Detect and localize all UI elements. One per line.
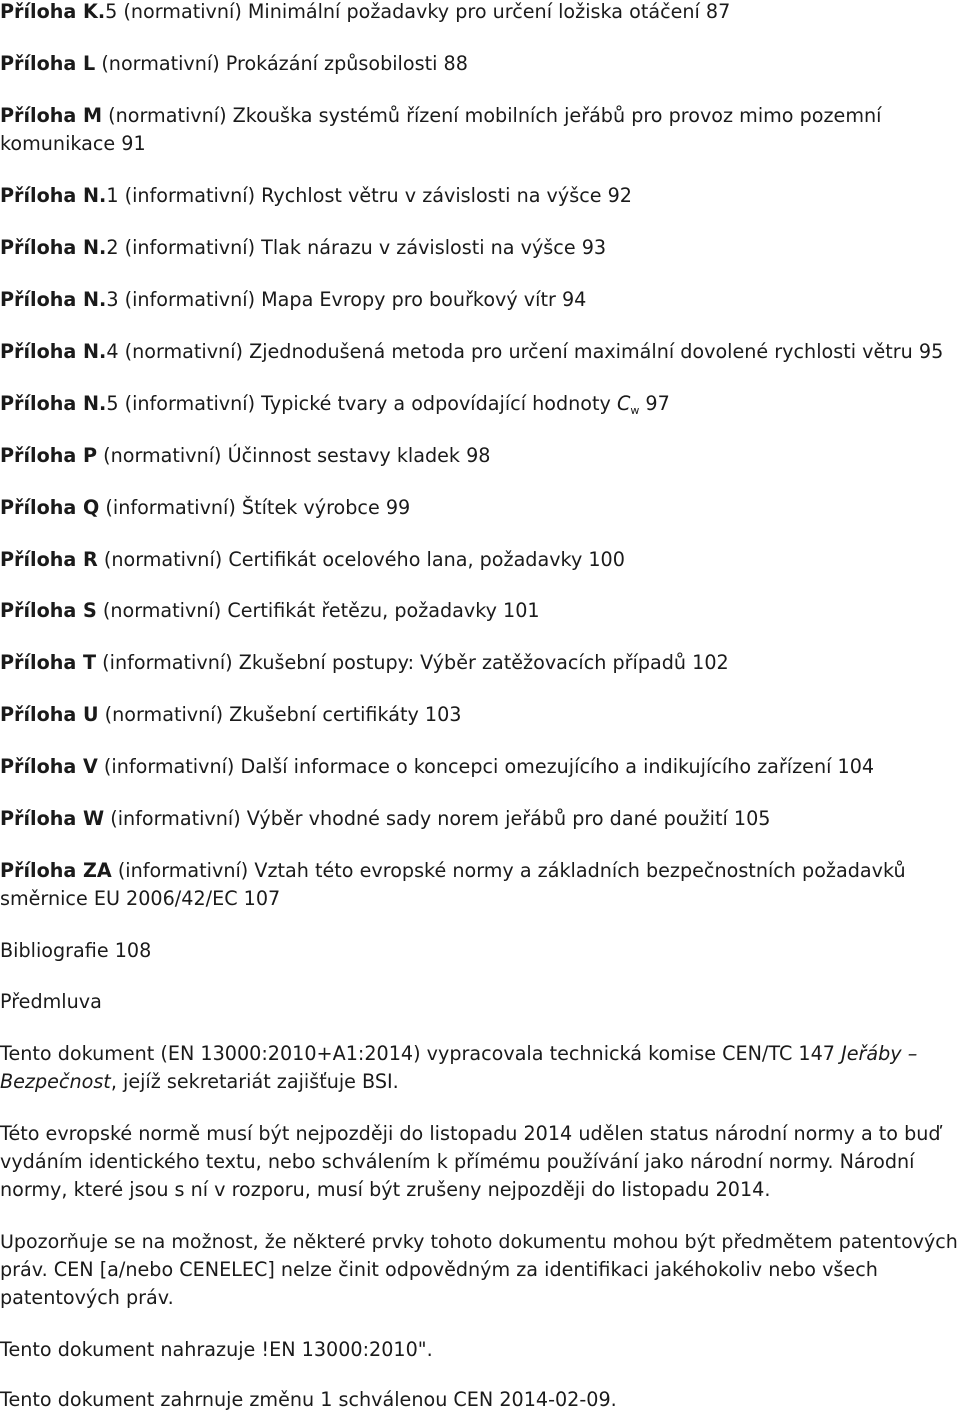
toc-entry-n5 [0,390,960,418]
annex-label: Příloha ZA [0,859,112,882]
toc-entry-m [0,102,960,130]
annex-title: 5 (normativní) Minimální požadavky pro určení ložiska otáčení 87 [105,0,731,23]
annex-label: Příloha L [0,52,96,75]
toc-entry-s [0,597,960,625]
paragraph-1-line-2 [0,1068,960,1096]
paragraph-1-line-1 [0,1040,960,1068]
annex-title: (informativní) Štítek výrobce 99 [99,496,411,519]
annex-title: 2 (informativní) Tlak nárazu v závislosti na výšce 93 [106,236,607,259]
toc-entry-r [0,546,960,574]
annex-title: (normativní) Prokázání způsobilosti 88 [95,52,468,75]
annex-label: Příloha M [0,104,103,127]
annex-label: Příloha P [0,444,98,467]
annex-label: Příloha U [0,703,99,726]
toc-entry-n4 [0,338,960,366]
annex-title: (normativní) Zkouška systémů řízení mobilních jeřábů pro provoz mimo pozemní [102,104,882,127]
annex-label: Příloha R [0,548,98,571]
paragraph-3-line-3: patentových práv. [0,1286,174,1309]
paragraph-2-line-3: normy, které jsou s ní v rozporu, musí být zrušeny nejpozději do listopadu 2014. [0,1178,771,1201]
foreword-heading-text: Předmluva [0,990,102,1013]
annex-title: (informativní) Další informace o koncepci omezujícího a indikujícího zařízení 104 [97,755,875,778]
toc-entry-n3 [0,286,960,314]
paragraph-3-line-2: práv. CEN [a/nebo CENELEC] nelze činit odpovědným za identifikaci jakéhokoliv nebo všech [0,1258,878,1281]
foreword-heading [0,988,960,1016]
annex-title-cont: směrnice EU 2006/42/EC 107 [0,887,281,910]
annex-label: Příloha W [0,807,105,830]
toc-entry-m-continuation [0,130,960,158]
annex-label: Příloha Q [0,496,100,519]
annex-label: Příloha N. [0,392,107,415]
p1-italic-title: Jeřáby – [841,1042,918,1065]
p1-italic-title-cont: Bezpečnost [0,1070,111,1093]
cw-symbol-letter: C [616,392,631,415]
annex-title: (normativní) Certifikát řetězu, požadavky 101 [96,599,540,622]
annex-title: 5 (informativní) Typické tvary a odpovídající hodnoty [106,392,617,415]
toc-entry-t [0,649,960,677]
cw-symbol [617,392,639,415]
paragraph-5: Tento dokument zahrnuje změnu 1 schválenou CEN 2014-02-09. [0,1388,617,1411]
toc-entry-u [0,701,960,729]
annex-label: Příloha N. [0,236,107,259]
cw-symbol-subscript: w [630,404,640,417]
p1-text-end: , jejíž sekretariát zajišťuje BSI. [110,1070,399,1093]
annex-page: 97 [639,392,670,415]
annex-label: Příloha N. [0,184,107,207]
toc-entry-l [0,50,960,78]
toc-entry-za [0,857,960,885]
annex-title: (normativní) Zkušební certifikáty 103 [98,703,462,726]
annex-title: (normativní) Certifikát ocelového lana, požadavky 100 [97,548,625,571]
toc-entry-za-continuation [0,885,960,913]
p1-text: Tento dokument (EN 13000:2010+A1:2014) vypracovala technická komise CEN/TC 147 [0,1042,842,1065]
paragraph-3-line-1: Upozorňuje se na možnost, že některé prvky tohoto dokumentu mohou být předmětem patentových [0,1231,958,1253]
annex-label: Příloha T [0,651,97,674]
annex-label: Příloha K. [0,0,106,23]
annex-title-cont: komunikace 91 [0,132,146,155]
annex-title: 3 (informativní) Mapa Evropy pro bouřkový vítr 94 [106,288,587,311]
toc-entry-v [0,753,960,781]
toc-entry-q [0,494,960,522]
bibliography-entry: Bibliografie 108 [0,939,152,962]
paragraph-2-line-2: vydáním identického textu, nebo schválením k přímému používání jako národní normy. Národní [0,1150,915,1173]
annex-title: 1 (informativní) Rychlost větru v závislosti na výšce 92 [106,184,632,207]
annex-title: (informativní) Zkušební postupy: Výběr zatěžovacích případů 102 [96,651,729,674]
annex-label: Příloha V [0,755,98,778]
toc-entry-k5 [0,0,960,26]
annex-title: (informativní) Výběr vhodné sady norem jeřábů pro dané použití 105 [104,807,771,830]
annex-label: Příloha S [0,599,97,622]
toc-entry-n2 [0,234,960,262]
annex-label: Příloha N. [0,340,107,363]
toc-entry-bibliography [0,937,960,965]
toc-entry-w [0,805,960,833]
toc-entry-p [0,442,960,470]
toc-entry-n1 [0,182,960,210]
paragraph-2-line-1: Této evropské normě musí být nejpozději do listopadu 2014 udělen status národní normy a to buď [0,1122,941,1145]
annex-title: (informativní) Vztah této evropské normy a základních bezpečnostních požadavků [111,859,906,882]
annex-title: (normativní) Účinnost sestavy kladek 98 [97,444,491,467]
annex-label: Příloha N. [0,288,107,311]
annex-title: 4 (normativní) Zjednodušená metoda pro určení maximální dovolené rychlosti větru 95 [106,340,944,363]
paragraph-4: Tento dokument nahrazuje !EN 13000:2010". [0,1338,433,1361]
